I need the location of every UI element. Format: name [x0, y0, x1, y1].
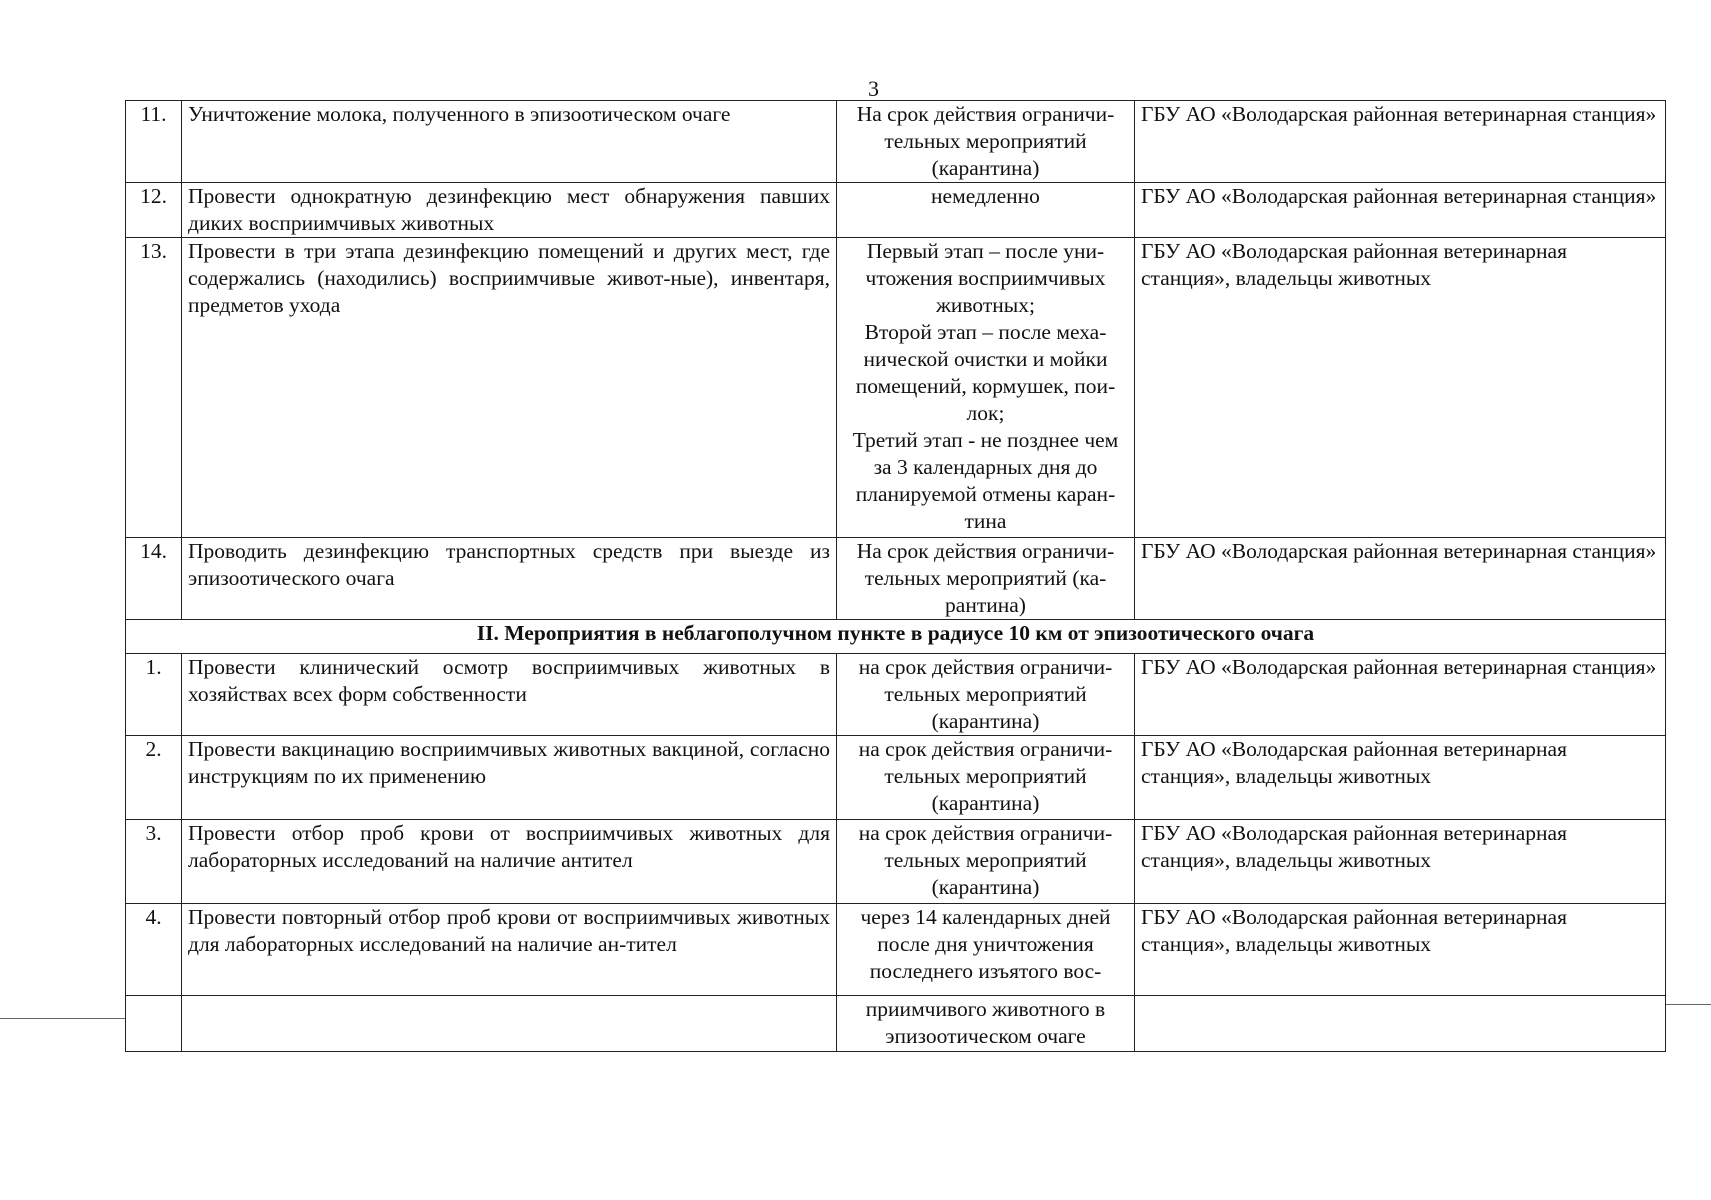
row-number-empty	[126, 996, 182, 1052]
table-row	[126, 238, 1666, 538]
section-title: II. Мероприятия в неблагополучном пункте в радиусе 10 км от эпизоотического очага	[126, 620, 1666, 654]
term-cell: На срок действия ограничи-тельных мероприятий (ка-рантина)	[837, 538, 1135, 620]
table-row	[126, 904, 1666, 996]
table-row	[126, 183, 1666, 238]
section-row	[126, 620, 1666, 654]
page-number: 3	[868, 76, 879, 101]
executor-cell: ГБУ АО «Володарская районная ветеринарная станция»	[1135, 101, 1666, 183]
term-cell: немедленно	[837, 183, 1135, 238]
row-number: 12.	[126, 183, 182, 238]
task-cell: Провести клинический осмотр восприимчивых животных в хозяйствах всех форм собственности	[182, 654, 837, 736]
row-number: 14.	[126, 538, 182, 620]
task-cell-empty	[182, 996, 837, 1052]
executor-cell: ГБУ АО «Володарская районная ветеринарная станция», владельцы животных	[1135, 736, 1666, 820]
term-cell: на срок действия ограничи-тельных мероприятий (карантина)	[837, 736, 1135, 820]
row-number: 3.	[126, 820, 182, 904]
task-cell: Уничтожение молока, полученного в эпизоотическом очаге	[182, 101, 837, 183]
table-row	[126, 538, 1666, 620]
table-row	[126, 736, 1666, 820]
term-cell: приимчивого животного в эпизоотическом очаге	[837, 996, 1135, 1052]
table-row	[126, 820, 1666, 904]
task-cell: Проводить дезинфекцию транспортных средств при выезде из эпизоотического очага	[182, 538, 837, 620]
row-number: 2.	[126, 736, 182, 820]
row-number: 11.	[126, 101, 182, 183]
executor-cell: ГБУ АО «Володарская районная ветеринарная станция», владельцы животных	[1135, 820, 1666, 904]
task-cell: Провести отбор проб крови от восприимчивых животных для лабораторных исследований на наличие антител	[182, 820, 837, 904]
term-cell: На срок действия ограничи-тельных мероприятий (карантина)	[837, 101, 1135, 183]
row-number: 13.	[126, 238, 182, 538]
task-cell: Провести однократную дезинфекцию мест обнаружения павших диких восприимчивых животных	[182, 183, 837, 238]
term-cell: на срок действия ограничи-тельных мероприятий (карантина)	[837, 654, 1135, 736]
row-number: 4.	[126, 904, 182, 996]
scan-rule-right	[1665, 1004, 1711, 1005]
term-cell: на срок действия ограничи-тельных мероприятий (карантина)	[837, 820, 1135, 904]
term-cell: Первый этап – после уни-чтожения восприимчивых животных; Второй этап – после меха-нической очистки и мойки помещений, кормушек, пои-лок; Третий этап - не позднее чем за 3 календарных дня до планируемой отмены каран-тина	[837, 238, 1135, 538]
continuation-row	[126, 996, 1666, 1052]
executor-cell: ГБУ АО «Володарская районная ветеринарная станция», владельцы животных	[1135, 904, 1666, 996]
table-row	[126, 654, 1666, 736]
executor-cell: ГБУ АО «Володарская районная ветеринарная станция»	[1135, 538, 1666, 620]
executor-cell: ГБУ АО «Володарская районная ветеринарная станция», владельцы животных	[1135, 238, 1666, 538]
executor-cell: ГБУ АО «Володарская районная ветеринарная станция»	[1135, 654, 1666, 736]
executor-cell: ГБУ АО «Володарская районная ветеринарная станция»	[1135, 183, 1666, 238]
task-cell: Провести повторный отбор проб крови от восприимчивых животных для лабораторных исследований на наличие ан-тител	[182, 904, 837, 996]
measures-table	[125, 100, 1666, 1052]
executor-cell-empty	[1135, 996, 1666, 1052]
term-cell: через 14 календарных дней после дня уничтожения последнего изъятого вос-	[837, 904, 1135, 996]
task-cell: Провести в три этапа дезинфекцию помещений и других мест, где содержались (находились) восприимчивые живот-ные), инвентаря, предметов ухода	[182, 238, 837, 538]
scan-rule-left	[0, 1018, 125, 1019]
task-cell: Провести вакцинацию восприимчивых животных вакциной, согласно инструкциям по их применению	[182, 736, 837, 820]
row-number: 1.	[126, 654, 182, 736]
table-row	[126, 101, 1666, 183]
